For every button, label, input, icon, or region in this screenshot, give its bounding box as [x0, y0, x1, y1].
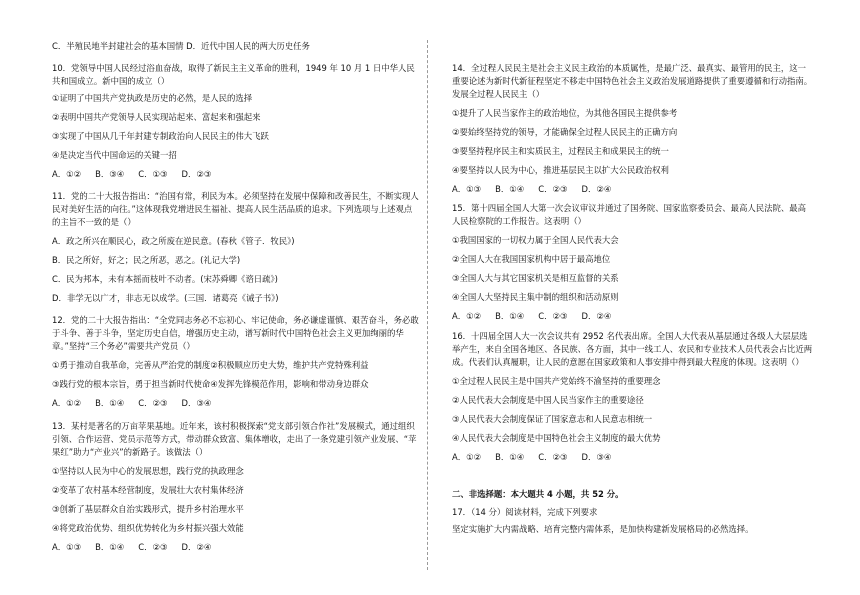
answer-b: B．①④: [495, 311, 525, 321]
answer-d: D．③④: [581, 452, 612, 462]
option: ①坚持以人民为中心的发展思想，践行党的执政理念: [52, 466, 244, 476]
section-2: [452, 488, 814, 536]
question-14: [452, 62, 814, 196]
answer-c: C．②③: [538, 452, 568, 462]
question-10: [52, 62, 420, 181]
option: ①证明了中国共产党执政是历史的必然，是人民的选择: [52, 93, 253, 103]
option: ④全国人大坚持民主集中制的组织和活动原则: [452, 292, 619, 302]
answer-d: D．②④: [581, 311, 612, 321]
option: ①勇于推动自我革命，完善从严治党的制度②积极顺应历史大势，维护共产党特殊利益: [52, 360, 369, 370]
option: ①提升了人民当家作主的政治地位，为其他各国民主提供参考: [452, 108, 678, 118]
option: ③践行党的根本宗旨，勇于担当新时代使命④发挥先锋模范作用，影响和带动身边群众: [52, 379, 369, 389]
answer-b: B．①④: [95, 398, 125, 408]
column-divider: [427, 40, 428, 570]
option: ④将党政治优势、组织优势转化为乡村振兴强大效能: [52, 523, 244, 533]
answer-a: A．①②: [52, 398, 82, 408]
option: ③要坚持程序民主和实质民主，过程民主和成果民主的统一: [452, 146, 669, 156]
answer-d: D．②④: [181, 542, 212, 552]
option: A．政之所兴在顺民心，政之所废在逆民意。(春秋《管子．牧民》): [52, 236, 295, 246]
answer-choices: [452, 451, 814, 464]
question-stem: 12．党的二十大报告指出：“全党同志务必不忘初心、牢记使命，务必谦虚谨慎、艰苦奋斗，务必敢于斗争、善于斗争，坚定历史自信，增强历史主动，谱写新时代中国特色社会主义更加绚丽的华章。”坚持“三个务必”需要共产党员（）: [52, 315, 419, 351]
answer-b: B．①④: [495, 184, 525, 194]
question-17-material: 坚定实施扩大内需战略、培育完整内需体系，是加快构建新发展格局的必然选择。: [452, 524, 754, 534]
question-12: [52, 314, 420, 410]
question-13: [52, 420, 420, 554]
answer-a: A．①③: [452, 184, 482, 194]
answer-c: C．①③: [138, 169, 168, 179]
answer-b: B．①④: [95, 542, 125, 552]
answer-b: B．③④: [95, 169, 125, 179]
answer-choices: [52, 541, 420, 554]
answer-a: A．①③: [52, 542, 82, 552]
option: ②人民代表大会制度是中国人民当家作主的重要途径: [452, 395, 644, 405]
option: ④要坚持以人民为中心，推进基层民主以扩大公民政治权利: [452, 165, 669, 175]
answer-a: A．①②: [452, 452, 482, 462]
option: ③全国人大与其它国家机关是相互监督的关系: [452, 273, 619, 283]
question-stem: 15．第十四届全国人大第一次会议审议并通过了国务院、国家监察委员会、最高人民法院、最高人民检察院的工作报告。这表明（）: [452, 203, 807, 226]
answer-a: A．①②: [52, 169, 82, 179]
option: ③人民代表大会制度保证了国家意志和人民意志相统一: [452, 414, 653, 424]
question-11: [52, 190, 420, 305]
option: ③创新了基层群众自治实践形式，提升乡村治理水平: [52, 504, 244, 514]
answer-c: C．②③: [538, 311, 568, 321]
answer-c: C．②③: [138, 398, 168, 408]
option: ①我国国家的一切权力属于全国人民代表大会: [452, 235, 619, 245]
answer-c: C．②③: [538, 184, 568, 194]
question-stem: 16．十四届全国人大一次会议共有 2952 名代表出席。全国人大代表从基层通过各级人大层层选举产生，来自全国各地区、各民族、各方面，其中一线工人、农民和专业技术人员代表会占比近两成。代表们认真履职，让人民的意愿在国家政策和人事安排中得到最大程度的体现。这表明（）: [452, 331, 813, 367]
answer-b: B．①④: [495, 452, 525, 462]
option: ①全过程人民民主是中国共产党始终不渝坚持的重要理念: [452, 376, 661, 386]
question-stem: 14．全过程人民民主是社会主义民主政治的本质属性，是最广泛、最真实、最管用的民主，这一重要论述为新时代新征程坚定不移走中国特色社会主义政治发展道路提供了重要遵循和行动指南。发展全过程人民民主（）: [452, 63, 813, 99]
option: ③实现了中国从几千年封建专制政治向人民民主的伟大飞跃: [52, 131, 269, 141]
option: D．非学无以广才，非志无以成学。(三国．诸葛亮《诫子书》): [52, 293, 279, 303]
question-17-stem: 17．（14 分）阅读材料，完成下列要求: [452, 507, 598, 517]
answer-a: A．①②: [452, 311, 482, 321]
answer-d: D．②③: [181, 169, 212, 179]
answer-c: C．②③: [138, 542, 168, 552]
option: B．民之所好，好之；民之所恶，恶之。(礼记大学): [52, 255, 241, 265]
option: ②要始终坚持党的领导，才能确保全过程人民民主的正确方向: [452, 127, 678, 137]
answer-choices: [52, 168, 420, 181]
question-16: [452, 330, 814, 464]
answer-choices: [452, 183, 814, 196]
answer-choices: [452, 310, 814, 323]
option: ②表明中国共产党领导人民实现站起来、富起来和强起来: [52, 112, 261, 122]
q9-options-tail: C．半殖民地半封建社会的基本国情 D．近代中国人民的两大历史任务: [52, 41, 310, 51]
option: ④是决定当代中国命运的关键一招: [52, 150, 177, 160]
option: ②变革了农村基本经营制度，发展壮大农村集体经济: [52, 485, 244, 495]
answer-choices: [52, 397, 420, 410]
question-stem: 11．党的二十大报告指出：“治国有常，利民为本。必须坚持在发展中保障和改善民生，不断实现人民对美好生活的向往。”这体现我党增进民生福祉、提高人民生活品质的追求。下列选项与上述观点的主旨不一致的是（）: [52, 191, 419, 227]
answer-d: D．③④: [181, 398, 212, 408]
answer-d: D．②④: [581, 184, 612, 194]
question-15: [452, 202, 814, 323]
question-stem: 10．党领导中国人民经过浴血奋战，取得了新民主主义革命的胜利，1949 年 10 月 1 日中华人民共和国成立。新中国的成立（）: [52, 63, 415, 86]
section-title: 二、非选择题：本大题共 4 小题，共 52 分。: [452, 489, 624, 499]
question-stem: 13．某村是著名的万亩苹果基地。近年来，该村积极探索“党支部引领合作社”发展模式，通过组织引领、合作运营、党员示范等方式，带动群众致富、集体增收，走出了一条党建引领产业发展、“苹果红”助力“产业兴”的新路子。该做法（）: [52, 421, 417, 457]
option: ④人民代表大会制度是中国特色社会主义制度的最大优势: [452, 433, 661, 443]
option: ②全国人大在我国国家机构中居于最高地位: [452, 254, 611, 264]
option: C．民为邦本，未有本摇而枝叶不动者。(宋苏舜卿《谘日疏》): [52, 274, 278, 284]
